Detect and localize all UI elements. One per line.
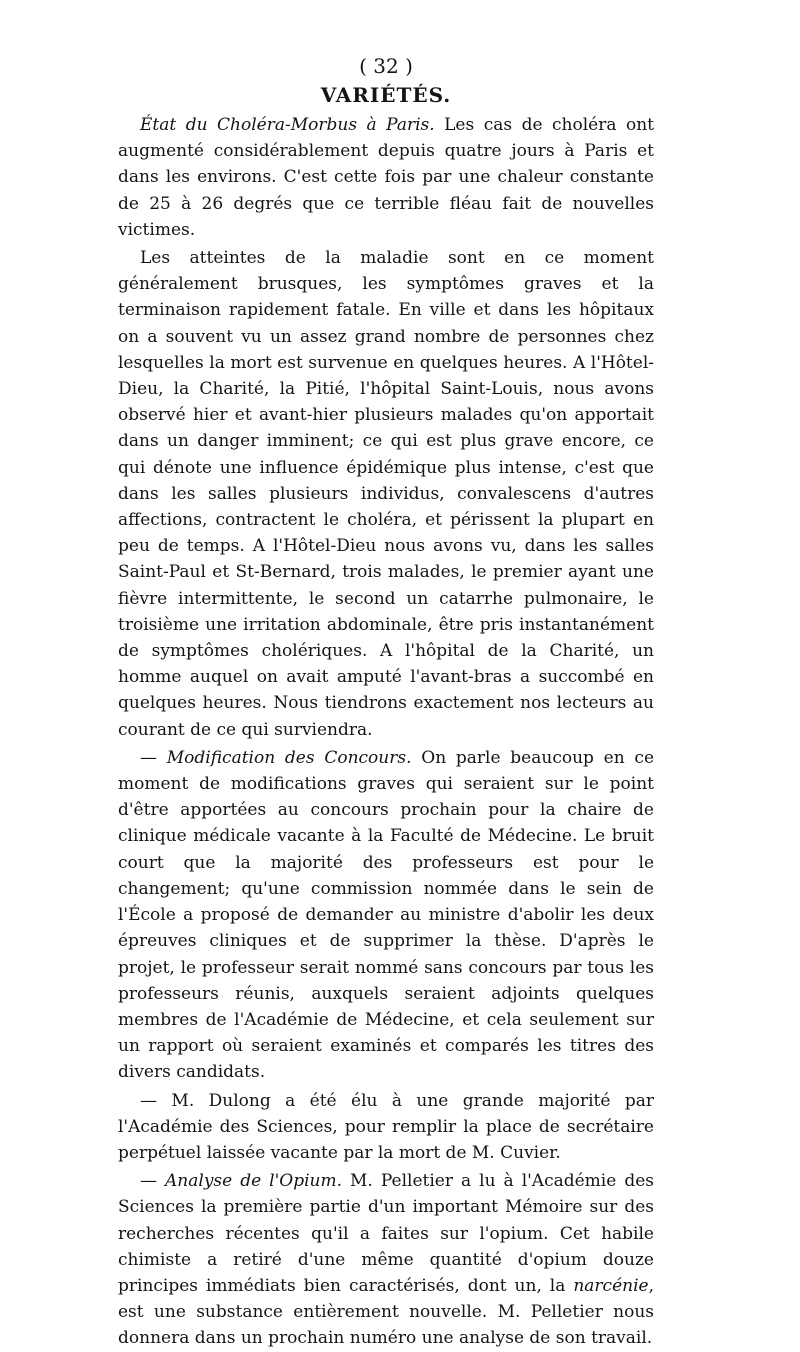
article-cholera — [118, 112, 654, 243]
section-title: VARIÉTÉS. — [320, 83, 452, 107]
article-cholera-continued — [118, 245, 654, 743]
article-opium-text-after: , est une substance entièrement nouvelle. M. Pelletier nous donnera dans un prochain numéro une analyse de son travail. — [118, 1275, 654, 1349]
article-cholera-continued-text: Les atteintes de la maladie sont en ce moment généralement brusques, les symptômes graves et la terminaison rapidement fatale. En ville et dans les hôpitaux on a souvent vu un assez grand nombre de personnes chez lesquelles la mort est survenue en quelques heures. A l'Hôtel-Dieu, la Charité, la Pitié, l'hôpital Saint-Louis, nous avons observé hier et avant-hier plusieurs malades qu'on apportait dans un danger imminent; ce qui est plus grave encore, ce qui dénote une influence épidémique plus intense, c'est que dans les salles plusieurs individus, convalescens d'autres affections, contractent le choléra, et périssent la plupart en peu de temps. A l'Hôtel-Dieu nous avons vu, dans les salles Saint-Paul et St-Bernard, trois malades, le premier ayant une fièvre intermittente, le second un catarrhe pulmonaire, le troisième une irritation abdominale, être pris instantanément de symptômes cholériques. A l'hôpital de la Charité, un homme auquel on avait amputé l'avant-bras a succombé en quelques heures. Nous tiendrons exactement nos lecteurs au courant de ce qui surviendra. — [118, 248, 654, 740]
article-concours-text: On parle beaucoup en ce moment de modifications graves qui seraient sur le point d'être apportées au concours prochain pour la chaire de clinique médicale vacante à la Faculté de Médecine. Le bruit court que la majorité des professeurs est pour le changement; qu'une commission nommée dans le sein de l'École a proposé de demander au ministre d'abolir les deux épreuves cliniques et de supprimer la thèse. D'après le projet, le professeur serait nommé sans concours par tous les professeurs réunis, auxquels seraient adjoints quelques membres de l'Académie de Médecine, et cela seulement sur un rapport où seraient examinés et comparés les titres des divers candidats. — [118, 747, 654, 1083]
page-number: ( 32 ) — [359, 54, 413, 78]
document-page — [118, 52, 654, 1352]
article-concours — [118, 745, 654, 1086]
article-cholera-heading: État du Choléra-Morbus à Paris. — [140, 115, 435, 135]
article-opium-text-before: M. Pelletier a lu à l'Académie des Sciences la première partie d'un important Mémoire sur des recherches récentes qu'il a faites sur l'opium. Cet habile chimiste a retiré d'une même quantité d'opium douze principes immédiats bien caractérisés, dont un, la — [118, 1171, 654, 1296]
article-cholera-text: Les cas de choléra ont augmenté considérablement depuis quatre jours à Paris et dans les environs. C'est cette fois par une chaleur constante de 25 à 26 degrés que ce terrible fléau fait de nouvelles victimes. — [118, 115, 654, 240]
article-concours-heading: — Modification des Concours. — [140, 747, 412, 768]
article-opium — [118, 1168, 654, 1351]
article-opium-heading: — Analyse de l'Opium. — [140, 1171, 343, 1192]
article-opium-italic-word: narcénie — [573, 1275, 649, 1296]
article-dulong-text: — M. Dulong a été élu à une grande majorité par l'Académie des Sciences, pour remplir la place de secrétaire perpétuel laissée vacante par la mort de M. Cuvier. — [118, 1090, 654, 1163]
article-dulong — [118, 1088, 654, 1167]
